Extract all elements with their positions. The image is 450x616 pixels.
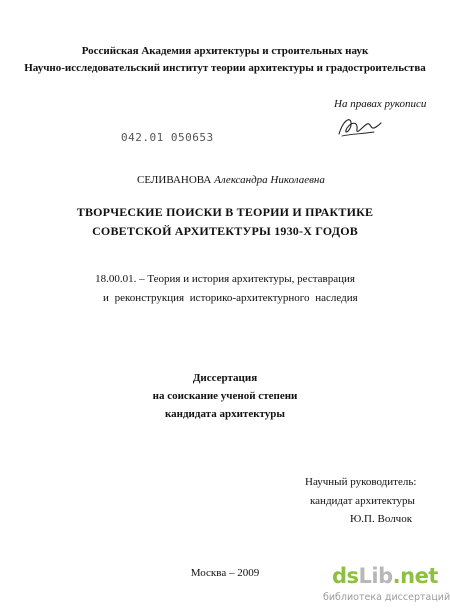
supervisor-label: Научный руководитель:: [305, 476, 417, 488]
rights-note: На правах рукописи: [334, 98, 427, 110]
degree-purpose: на соискание ученой степени: [152, 390, 298, 402]
archive-stamp-number: 042.01 050653: [121, 131, 214, 144]
degree-name: кандидата архитектуры: [164, 408, 286, 420]
watermark-lib: Lib: [358, 564, 393, 588]
thesis-title-line-2: СОВЕТСКОЙ АРХИТЕКТУРЫ 1930-Х ГОДОВ: [92, 224, 358, 238]
specialty-line-2: и реконструкция историко-архитектурного наследия: [103, 292, 358, 304]
place-and-year: Москва – 2009: [190, 567, 260, 579]
supervisor-degree: кандидат архитектуры: [310, 495, 415, 507]
watermark-tagline: библиотека диссертаций: [323, 592, 450, 603]
thesis-title-line-1: ТВОРЧЕСКИЕ ПОИСКИ В ТЕОРИИ И ПРАКТИКЕ: [76, 205, 374, 219]
author-given-names: Александра Николаевна: [214, 174, 325, 186]
author-surname: СЕЛИВАНОВА: [137, 174, 212, 186]
supervisor-name: Ю.П. Волчок: [350, 513, 413, 525]
dslib-watermark-logo: [332, 564, 438, 588]
organization-line-2: Научно-исследовательский институт теории архитектуры и градостроительства: [24, 62, 426, 74]
handwritten-signature: [336, 112, 382, 142]
dissertation-label: Диссертация: [192, 372, 258, 384]
specialty-line-1: 18.00.01. – Теория и история архитектуры, реставрация: [95, 273, 355, 285]
organization-line-1: Российская Академия архитектуры и строительных наук: [81, 45, 369, 57]
watermark-ds: ds: [332, 564, 359, 588]
watermark-net: .net: [392, 564, 438, 588]
author-name: [137, 174, 325, 186]
